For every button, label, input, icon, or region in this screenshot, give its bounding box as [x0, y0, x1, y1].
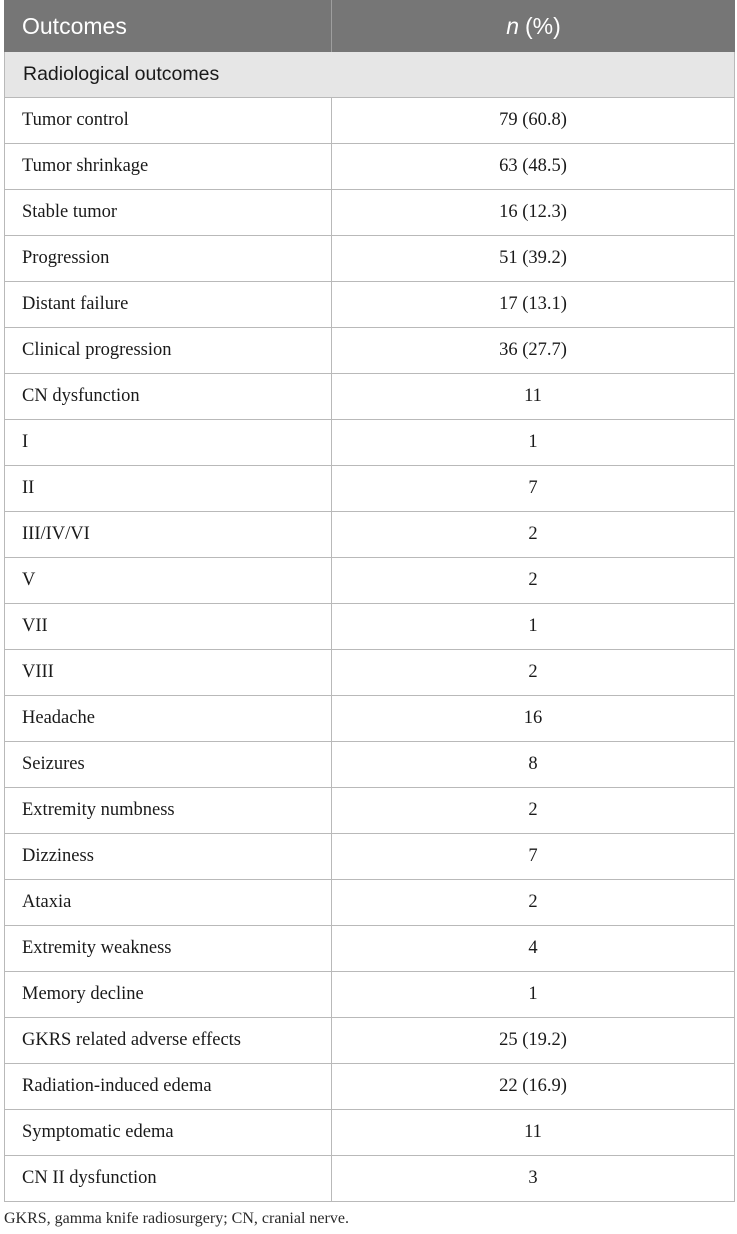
row-label: V: [5, 558, 332, 603]
table-row: [4, 742, 735, 788]
row-label: III/IV/VI: [5, 512, 332, 557]
row-label: Tumor shrinkage: [5, 144, 332, 189]
table-row: [4, 558, 735, 604]
header-n: n: [506, 12, 519, 39]
row-label: Tumor control: [5, 98, 332, 143]
row-label: Headache: [5, 696, 332, 741]
row-label: Symptomatic edema: [5, 1110, 332, 1155]
table-row: [4, 236, 735, 282]
table-row: [4, 420, 735, 466]
table-row: [4, 880, 735, 926]
row-value: 16 (12.3): [499, 202, 567, 222]
table-row: [4, 650, 735, 696]
table-row: [4, 190, 735, 236]
table-row: [4, 328, 735, 374]
outcomes-table: [4, 0, 735, 1202]
row-value: 1: [528, 616, 538, 636]
row-value: 25 (19.2): [499, 1030, 567, 1050]
table-row: [4, 696, 735, 742]
row-label: Clinical progression: [5, 328, 332, 373]
row-label: VII: [5, 604, 332, 649]
row-label: Radiation-induced edema: [5, 1064, 332, 1109]
row-value: 1: [528, 984, 538, 1004]
row-value: 17 (13.1): [499, 294, 567, 314]
row-value: 22 (16.9): [499, 1076, 567, 1096]
row-label: Dizziness: [5, 834, 332, 879]
row-label: VIII: [5, 650, 332, 695]
row-label: Extremity weakness: [5, 926, 332, 971]
row-label: CN II dysfunction: [5, 1156, 332, 1201]
row-label: Stable tumor: [5, 190, 332, 235]
row-value: 2: [528, 800, 538, 820]
row-value: 11: [524, 386, 542, 406]
row-label: II: [5, 466, 332, 511]
row-value: 2: [528, 662, 538, 682]
row-value: 51 (39.2): [499, 248, 567, 268]
table-row: [4, 604, 735, 650]
row-label: GKRS related adverse effects: [5, 1018, 332, 1063]
table-footnote: GKRS, gamma knife radiosurgery; CN, cranial nerve.: [4, 1210, 349, 1227]
table-row: [4, 1064, 735, 1110]
row-value: 8: [528, 754, 538, 774]
row-value: 3: [528, 1168, 538, 1188]
row-label: CN dysfunction: [5, 374, 332, 419]
table-row: [4, 98, 735, 144]
row-value: 7: [528, 846, 538, 866]
section-radiological-outcomes: Radiological outcomes: [4, 52, 735, 98]
row-label: Distant failure: [5, 282, 332, 327]
row-label: Extremity numbness: [5, 788, 332, 833]
table-header: [4, 0, 735, 52]
row-label: Ataxia: [5, 880, 332, 925]
table-row: [4, 788, 735, 834]
table-row: [4, 926, 735, 972]
row-value: 16: [523, 708, 543, 728]
row-value: 1: [528, 432, 538, 452]
row-label: Progression: [5, 236, 332, 281]
table-row: [4, 512, 735, 558]
row-value: 2: [528, 570, 538, 590]
header-n-percent: [332, 0, 735, 52]
row-value: 2: [528, 524, 538, 544]
header-percent: (%): [525, 12, 561, 39]
row-label: I: [5, 420, 332, 465]
row-value: 7: [528, 478, 538, 498]
row-value: 4: [528, 938, 538, 958]
table-body: [4, 98, 735, 1202]
row-label: Seizures: [5, 742, 332, 787]
table-row: [4, 282, 735, 328]
header-outcomes: Outcomes: [4, 0, 332, 52]
table-row: [4, 1156, 735, 1202]
row-value: 79 (60.8): [499, 110, 567, 130]
row-value: 36 (27.7): [499, 340, 567, 360]
table-row: [4, 144, 735, 190]
row-value: 2: [528, 892, 538, 912]
table-row: [4, 1110, 735, 1156]
table-row: [4, 374, 735, 420]
table-row: [4, 1018, 735, 1064]
table-row: [4, 834, 735, 880]
table-row: [4, 466, 735, 512]
table-row: [4, 972, 735, 1018]
row-value: 63 (48.5): [499, 156, 567, 176]
row-label: Memory decline: [5, 972, 332, 1017]
row-value: 11: [524, 1122, 542, 1142]
